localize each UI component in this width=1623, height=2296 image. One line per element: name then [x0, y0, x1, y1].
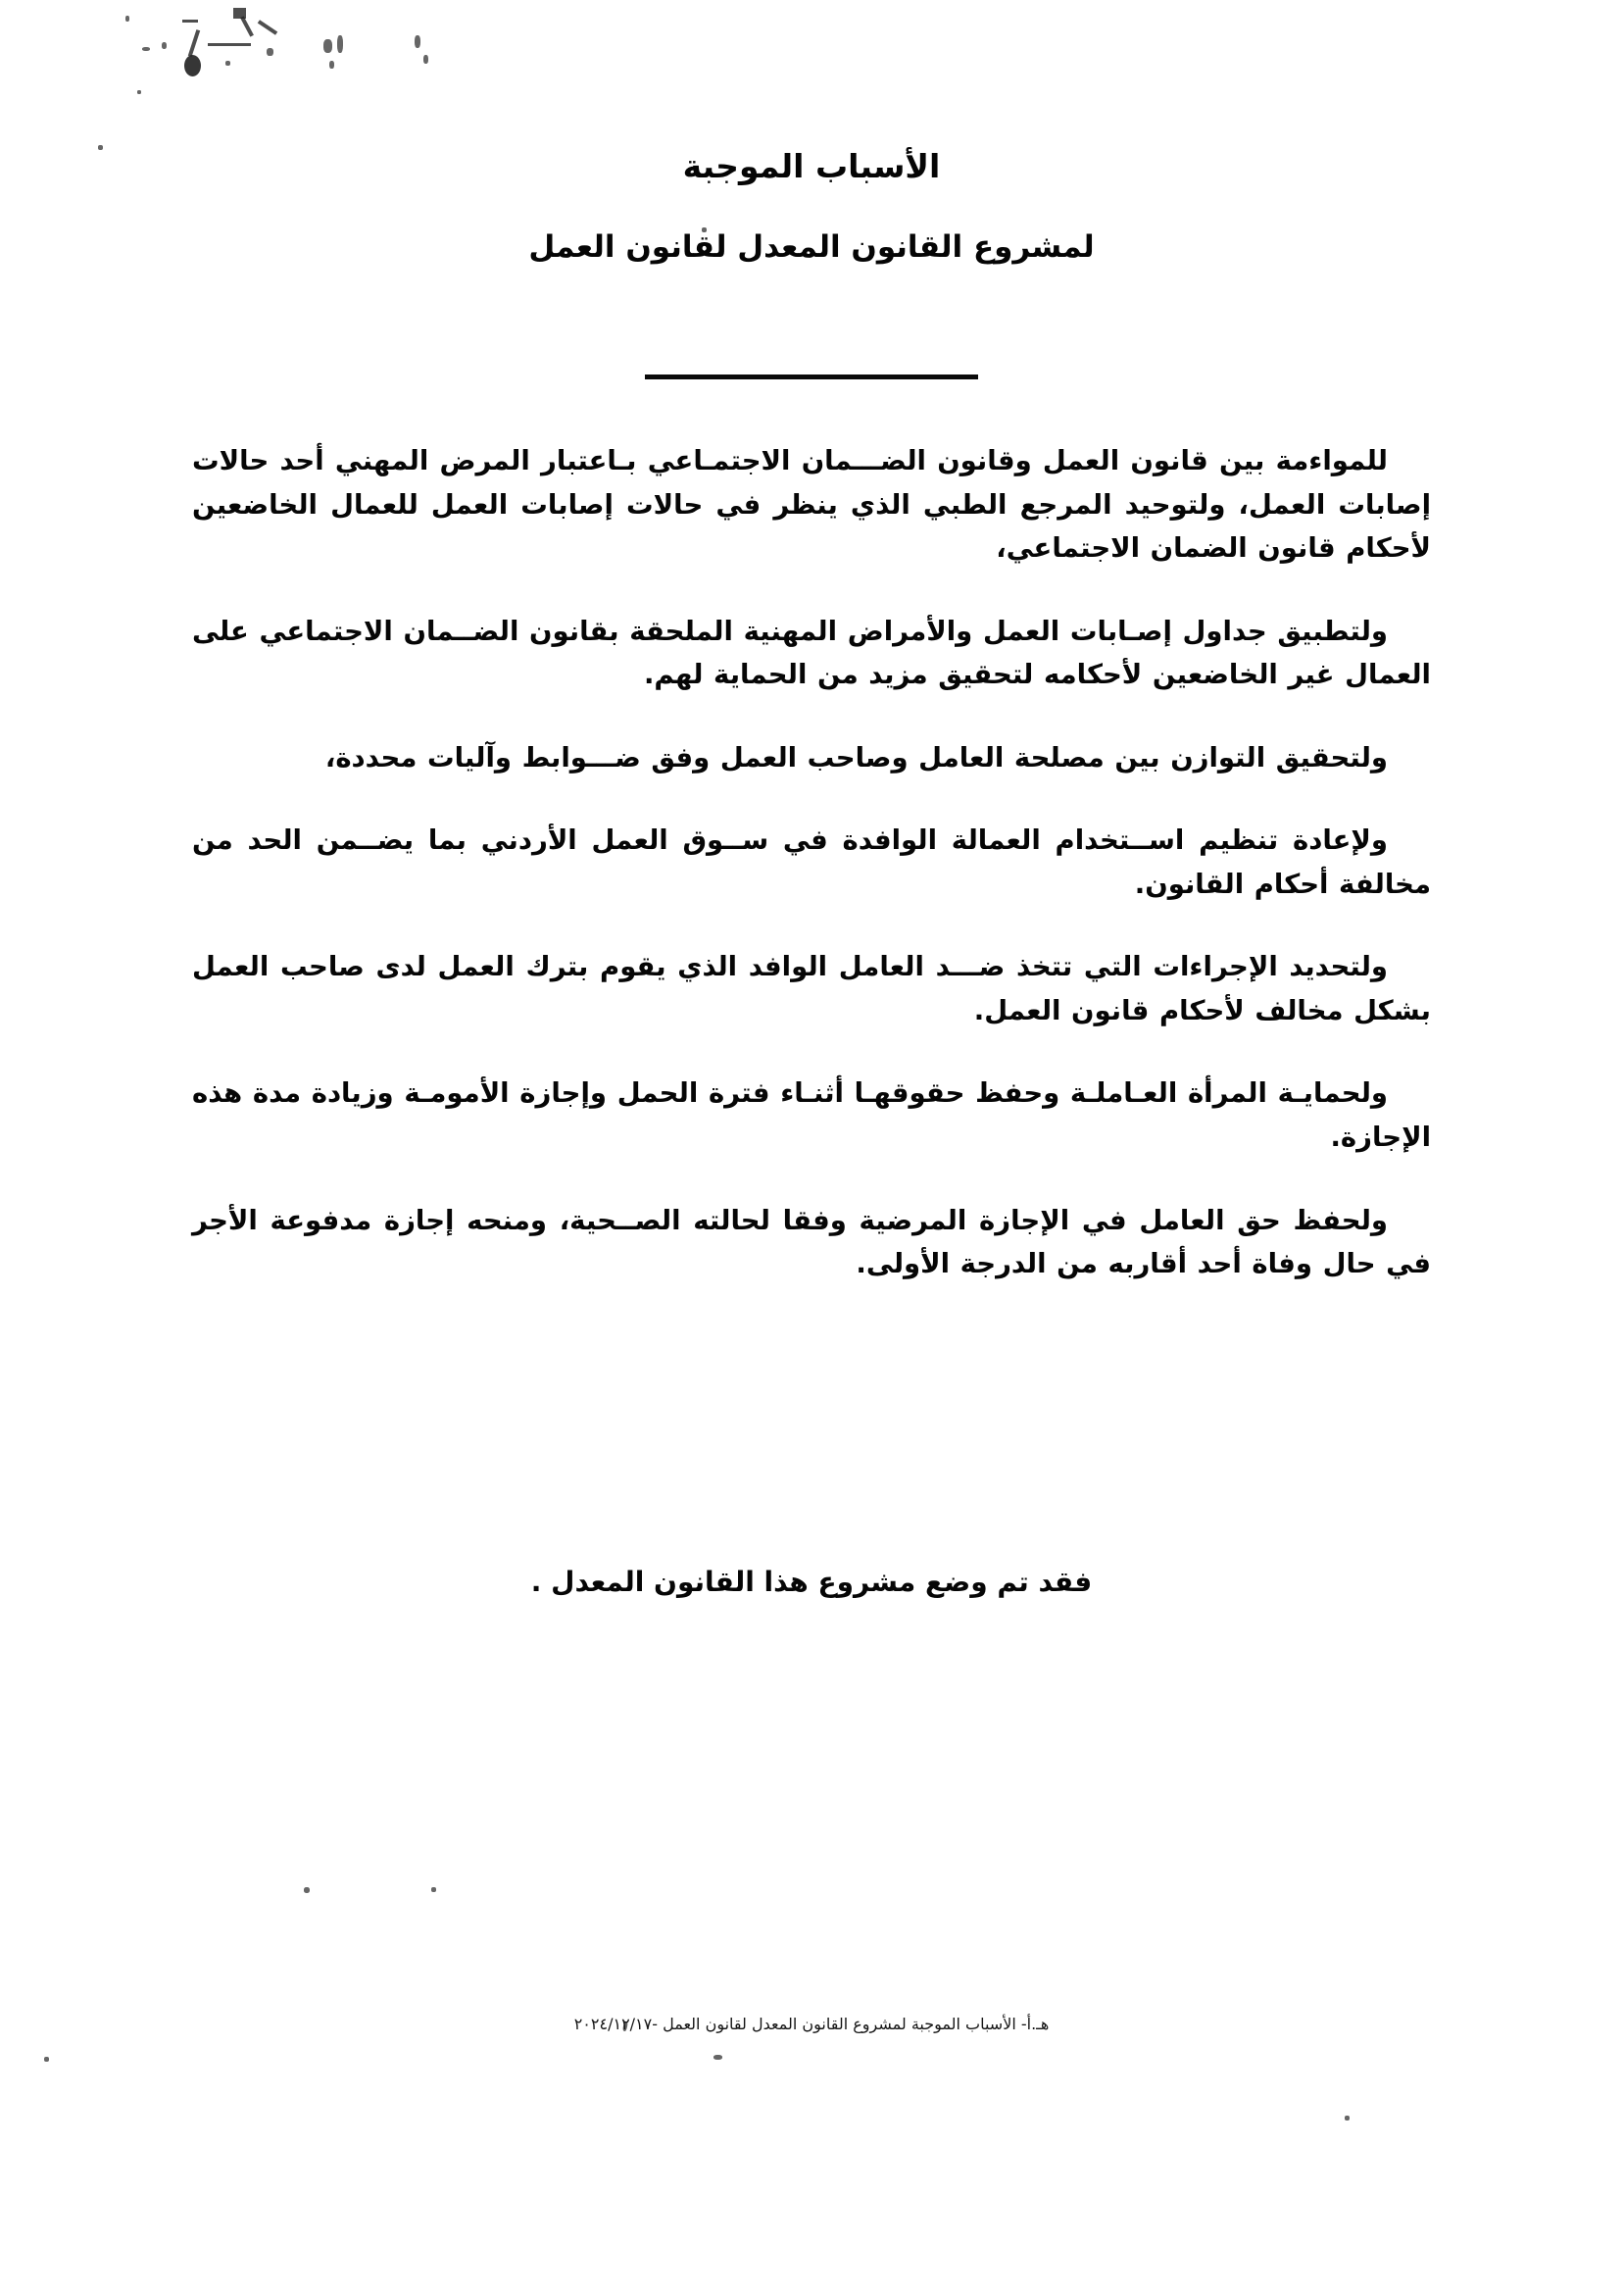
ink-speck-icon	[267, 48, 273, 56]
ink-speck-icon	[225, 61, 230, 66]
ink-speck-icon	[304, 1887, 310, 1893]
ink-stroke-icon	[188, 29, 200, 57]
ink-speck-icon	[125, 16, 129, 22]
body-content	[192, 439, 1431, 1286]
ink-speck-icon	[713, 2055, 722, 2060]
ink-speck-icon	[415, 35, 420, 48]
paragraph-1: للمواءمة بين قانون العمل وقانون الضـــمان الاجتمـاعي بـاعتبار المرض المهني أحد حالات إصابات العمل، ولتوحيد المرجع الطبي الذي ينظر في حالات إصابات العمل للعمال الخاضعين لأحكام قانون الضمان الاجتماعي،	[192, 445, 1431, 565]
paragraph-3: ولتحقيق التوازن بين مصلحة العامل وصاحب العمل وفق ضـــوابط وآليات محددة،	[324, 741, 1388, 774]
paragraph-4: ولإعادة تنظيم اســتخدام العمالة الوافدة في ســوق العمل الأردني بما يضــمن الحد من مخالفة أحكام القانون.	[192, 824, 1431, 900]
ink-speck-icon	[431, 1887, 436, 1892]
ink-speck-icon	[142, 47, 150, 51]
page-title: الأسباب الموجبة	[682, 147, 941, 185]
ink-speck-icon	[44, 2057, 49, 2062]
ink-speck-icon	[162, 42, 167, 49]
ink-stroke-icon	[240, 16, 254, 36]
ink-speck-icon	[423, 55, 428, 64]
ink-stroke-icon	[208, 43, 251, 46]
ink-speck-icon	[329, 61, 334, 69]
ink-speck-icon	[1345, 2116, 1350, 2121]
ink-stroke-icon	[258, 20, 277, 35]
ink-speck-icon	[137, 90, 141, 94]
paragraph-6: ولحمايـة المرأة العـاملـة وحفظ حقوقهـا أثنـاء فترة الحمل وإجازة الأمومـة وزيادة مدة هذه الإجازة.	[192, 1077, 1431, 1154]
paragraph-2: ولتطبيق جداول إصـابات العمل والأمراض المهنية الملحقة بقانون الضــمان الاجتماعي على العمال غير الخاضعين لأحكامه لتحقيق مزيد من الحماية لهم.	[192, 615, 1431, 691]
ink-speck-icon	[323, 39, 332, 53]
horizontal-rule	[645, 374, 978, 379]
ink-stroke-icon	[182, 20, 198, 23]
ink-speck-icon	[337, 35, 343, 53]
divider	[0, 374, 1623, 379]
paragraph-7: ولحفظ حق العامل في الإجازة المرضية وفقا لحالته الصــحية، ومنحه إجازة مدفوعة الأجر في حال وفاة أحد أقاربه من الدرجة الأولى.	[192, 1204, 1431, 1280]
ink-smudge-icon	[184, 55, 201, 76]
page-footer: هـ.أ- الأسباب الموجبة لمشروع القانون المعدل لقانون العمل -٢٠٢٤/١٢/١٧	[573, 2015, 1050, 2033]
paragraph-5: ولتحديد الإجراءات التي تتخذ ضـــد العامل الوافد الذي يقوم بترك العمل لدى صاحب العمل بشكل مخالف لأحكام قانون العمل.	[192, 951, 1431, 1026]
closing-statement: فقد تم وضع مشروع هذا القانون المعدل .	[530, 1566, 1093, 1598]
page-subtitle: لمشروع القانون المعدل لقانون العمل	[528, 228, 1095, 265]
title-block	[0, 147, 1623, 265]
